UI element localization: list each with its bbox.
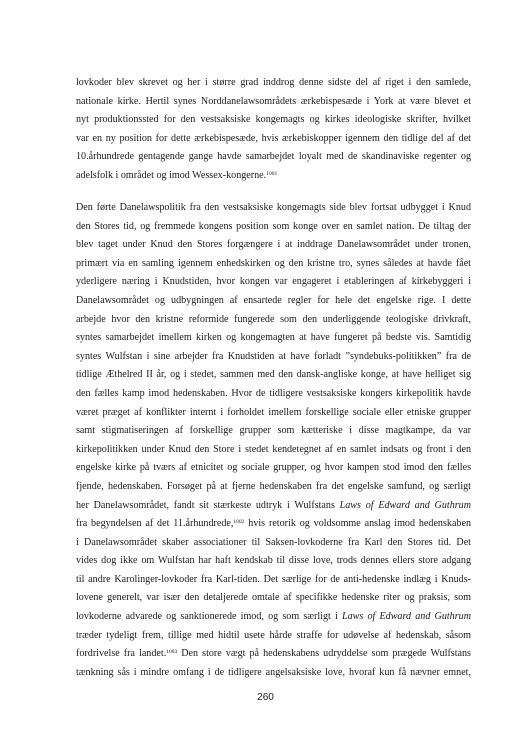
text-line: til andre Karolinger-lovkoder fra Karl-tiden. Det særlige for de anti-hedenske indlæg i Knuds-: [76, 573, 471, 585]
text-line: syntes samarbejdet imellem kirken og kongemagten at have fungeret på bedste vis. Samtidig: [76, 332, 471, 344]
text-line: samt stigmatiseringen af forskellige grupper som kætteriske i disse magtkampe, da var: [76, 425, 471, 437]
text-line: Danelawsområdet og udbygningen af ensartede regler for hele det engelske rige. I dette: [76, 294, 471, 306]
text-line: lovene generelt, var især den detaljerede omtale af specifikke hedenske riter og praksis, som: [76, 592, 471, 604]
text-line: 10.århundrede gentagende gange havde samarbejdet loyalt med de skandinaviske regenter og: [76, 151, 471, 163]
italic-title: Laws of Edward and Guthrum: [339, 499, 472, 511]
text-line: primært via en samling igennem enhedskirken og den kristne tro, synes således at havde fået: [76, 257, 471, 269]
paragraph-1: [76, 74, 471, 186]
text-line: den Stores tid, og fremmede kongens position som konge over en samlet nation. De tiltag der: [76, 220, 471, 232]
text-line: træder tydeligt frem, tillige med hidtil usete hårde straffe for udøvelse af hedenskab, såsom: [76, 629, 471, 641]
text-line: yderligere næring i Knudstiden, hvor kongen var engageret i etableringen af kirkebyggeri i: [76, 276, 471, 288]
text-line: tidlige Æthelred II år, og i stedet, sammen med den dansk-angliske konge, at have helliget sig: [76, 369, 471, 381]
page-number: 260: [257, 692, 274, 703]
text-line: vides dog ikke om Wulfstan har haft kendskab til disse love, trods dennes ellers store adgang: [76, 555, 471, 567]
text-line: den fælles kamp imod hedenskaben. Hvor de tidligere vestsaksiske kongers kirkepolitik havde: [76, 387, 471, 399]
text-line: kirkepolitikken under Knud den Store i stedet kendetegnet af en samlet indsats og front i den: [76, 443, 471, 455]
text-line: Den førte Danelawspolitik fra den vestsaksiske kongemagts side blev fortsat udbygget i Knud: [76, 202, 471, 213]
text-segment: hvis retorik og voldsomme anslag imod hedenskaben: [244, 518, 471, 530]
text-segment: her Danelawsområdet, fandt sit stærkeste udtryk i Wulfstans: [76, 499, 340, 511]
text-segment: adelsfolk i området og imod Wessex-kongerne.: [76, 169, 267, 181]
footnote-marker: 1003: [166, 649, 178, 656]
text-line: blev taget under Knud den Stores forgængere i at inddrage Danelawsområdet under tronen,: [76, 239, 471, 251]
footnote-marker: 1001: [266, 170, 278, 177]
text-line: [76, 497, 471, 516]
text-line: lovkoder blev skrevet og her i større grad inddrog denne sidste del af riget i den samlede,: [76, 77, 471, 88]
text-segment: fordrivelse fra landet.: [76, 648, 167, 660]
text-line: [76, 608, 471, 627]
text-line: [76, 645, 471, 664]
text-line: [76, 167, 471, 186]
italic-title: Laws of Edward and Guthrum: [341, 611, 471, 623]
text-line: arbejde hvor den kristne reformide fungerede som den underliggende teologiske drivkraft,: [76, 313, 471, 325]
text-line: været præget af konflikter internt i forholdet imellem forskellige sociale eller etniske grupper: [76, 406, 471, 418]
paragraph-2: [76, 199, 471, 682]
text-line: var en ny position for dette ærkebispesæde, hvis ærkebiskopper igennem den tidlige del af det: [76, 132, 471, 144]
text-segment: lovkoderne advarede og sanktionerede imod, og som særligt i: [76, 611, 342, 623]
text-line: i Danelawsområdet skaber associationer til Saksen-lovkoderne fra Karl den Stores tid. Det: [76, 536, 471, 548]
text-line: fjende, hedenskaben. Forsøget på at fjerne hedenskaben fra det engelske samfund, og særligt: [76, 480, 471, 492]
text-segment: Den store vægt på hedenskabens udryddelse som prægede Wulfstans: [177, 648, 471, 660]
text-line: syntes Wulfstan i sine arbejder fra Knudstiden at have forladt ”syndebuks-politikken” fra de: [76, 350, 471, 362]
footnote-marker: 1002: [233, 519, 245, 526]
text-line: engelske kirke på tværs af etnicitet og sociale grupper, og hvor kampen stod imod den fælles: [76, 462, 471, 474]
text-segment: fra begyndelsen af det 11.århundrede,: [76, 518, 234, 530]
text-line: [76, 515, 471, 534]
text-line: tænkning sås i mindre omfang i de tidligere angelsaksiske love, hvoraf kun få nævner emnet,: [76, 666, 471, 678]
text-line: nyt produktionssted for den vestsaksiske kongemagts og kirkes ideologiske skrifter, hvilket: [76, 114, 471, 126]
text-line: nationale kirke. Hertil synes Norddanelawsområdets ærkebispesæde i York at være blevet et: [76, 95, 471, 107]
